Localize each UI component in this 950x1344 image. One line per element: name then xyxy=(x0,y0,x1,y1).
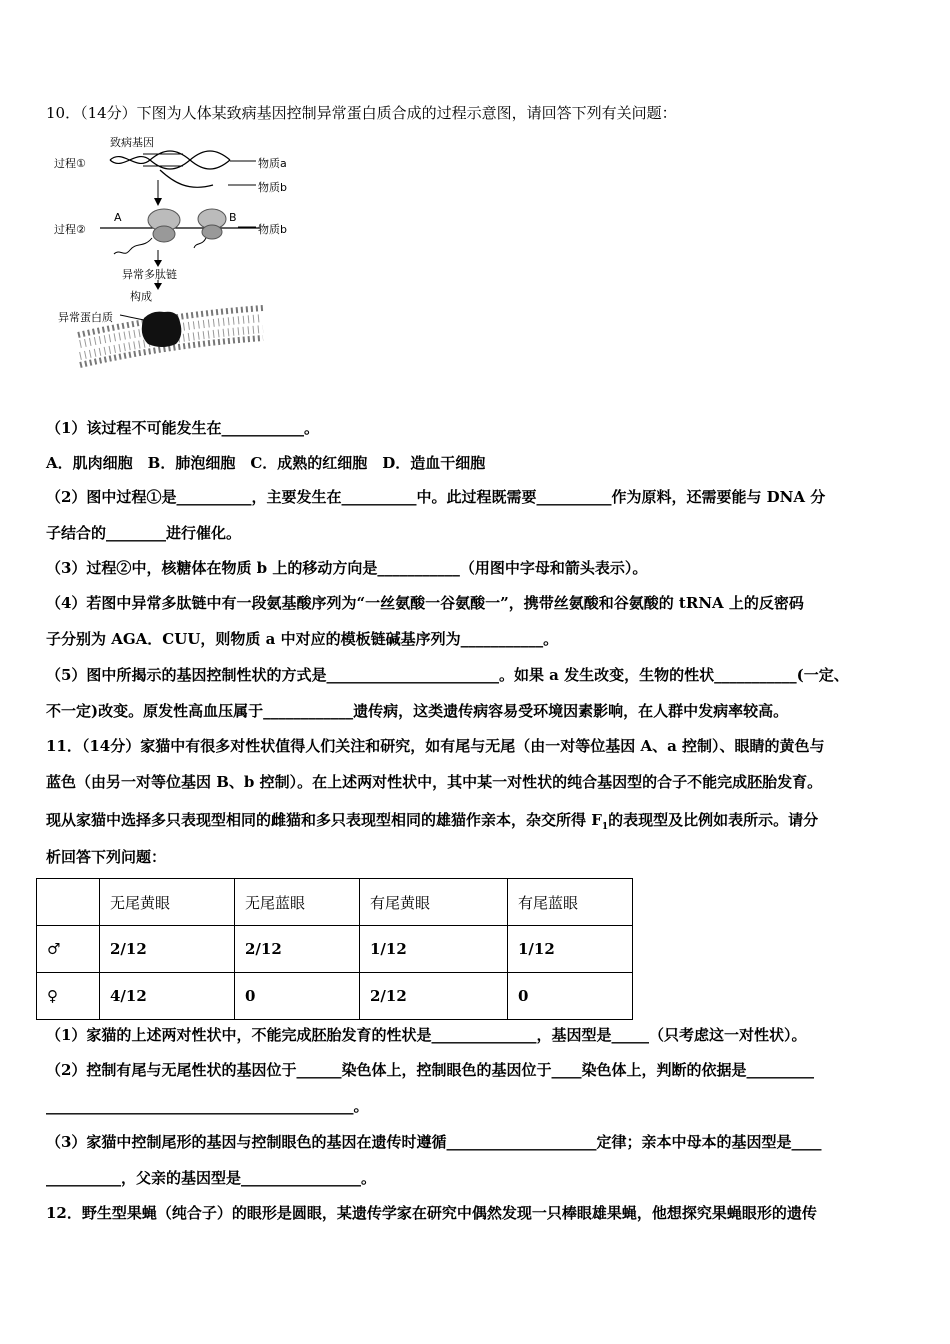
table-row xyxy=(37,926,633,973)
q11-part-1: （1）家猫的上述两对性状中，不能完成胚胎发育的性状是______________，基因型是_____（只考虑这一对性状）。 xyxy=(46,1026,807,1044)
table-header-cell: 无尾蓝眼 xyxy=(235,879,360,926)
pointer-protein xyxy=(120,315,144,320)
q11-line-4: 析回答下列问题： xyxy=(46,848,167,866)
phenotype-table xyxy=(36,878,633,1020)
polypeptide-chain-right xyxy=(194,238,206,248)
label-substance-b-2: 物质b xyxy=(258,223,287,236)
table-header-cell: 无尾黄眼 xyxy=(100,879,235,926)
label-point-b: B xyxy=(229,211,237,224)
label-process-2: 过程② xyxy=(54,223,86,236)
q11-part-2-line-1: （2）控制有尾与无尾性状的基因位于______染色体上，控制眼色的基因位于____染色体上，判断的依据是_________ xyxy=(46,1061,814,1079)
q12-line-1: 12．野生型果蝇（纯合子）的眼形是圆眼，某遗传学家在研究中偶然发现一只棒眼雄果蝇，他想探究果蝇眼形的遗传 xyxy=(46,1204,817,1222)
label-process-1: 过程① xyxy=(54,157,86,170)
table-cell: ♀ xyxy=(37,973,100,1020)
q11-line-3-pre: 现从家猫中选择多只表现型相同的雌猫和多只表现型相同的雄猫作亲本，杂交所得 F xyxy=(46,811,602,829)
label-constitute: 构成 xyxy=(130,290,152,303)
table-cell: 1/12 xyxy=(360,926,508,973)
q11-part-2-line-2: _________________________________________。 xyxy=(46,1097,369,1115)
q10-part-1-options: A．肌肉细胞 B．肺泡细胞 C．成熟的红细胞 D．造血干细胞 xyxy=(46,454,486,472)
abnormal-protein-shape xyxy=(142,312,182,347)
q10-part-5-line-2: 不一定)改变。原发性高血压属于____________遗传病，这类遗传病容易受环境因素影响，在人群中发病率较高。 xyxy=(46,702,789,720)
polypeptide-chain-left xyxy=(114,238,152,254)
f1-subscript: 1 xyxy=(601,822,609,832)
table-cell: 0 xyxy=(508,973,633,1020)
q10-part-4-line-2: 子分别为 AGA．CUU，则物质 a 中对应的模板链碱基序列为___________。 xyxy=(46,630,559,648)
ribosome-right xyxy=(198,209,226,239)
table-header-cell xyxy=(37,879,100,926)
q11-line-1: 11．（14分）家猫中有很多对性状值得人们关注和研究，如有尾与无尾（由一对等位基因 A、a 控制）、眼睛的黄色与 xyxy=(46,737,825,755)
q10-heading: 10．（14分）下图为人体某致病基因控制异常蛋白质合成的过程示意图，请回答下列有关问题： xyxy=(46,104,677,122)
ribosome-left xyxy=(148,209,180,242)
q10-part-1: （1）该过程不可能发生在___________。 xyxy=(46,419,319,437)
label-substance-a: 物质a xyxy=(258,157,287,170)
q10-part-5-line-1: （5）图中所揭示的基因控制性状的方式是_______________________。如果 a 发生改变，生物的性状___________(一定、 xyxy=(46,666,849,684)
table-cell: 2/12 xyxy=(360,973,508,1020)
label-substance-b-1: 物质b xyxy=(258,181,287,194)
q10-part-4-line-1: （4）若图中异常多肽链中有一段氨基酸序列为“一丝氨酸一谷氨酸一”，携带丝氨酸和谷氨酸的 tRNA 上的反密码 xyxy=(46,594,804,612)
label-disease-gene: 致病基因 xyxy=(110,136,154,149)
dna-helix xyxy=(110,151,230,187)
q11-line-3 xyxy=(46,810,818,837)
label-abnormal-protein: 异常蛋白质 xyxy=(58,311,113,324)
q11-line-3-post: 的表现型及比例如表所示。请分 xyxy=(608,811,819,829)
label-point-a: A xyxy=(114,211,122,224)
q10-part-2-line-2: 子结合的________进行催化。 xyxy=(46,524,242,542)
table-cell: ♂ xyxy=(37,926,100,973)
table-cell: 4/12 xyxy=(100,973,235,1020)
q10-part-3: （3）过程②中，核糖体在物质 b 上的移动方向是___________（用图中字母和箭头表示）。 xyxy=(46,559,648,577)
table-cell: 2/12 xyxy=(235,926,360,973)
q11-line-2: 蓝色（由另一对等位基因 B、b 控制）。在上述两对性状中，其中某一对性状的纯合基因型的合子不能完成胚胎发育。 xyxy=(46,773,823,791)
table-header-row xyxy=(37,879,633,926)
arrow-head-3 xyxy=(154,283,162,290)
table-row xyxy=(37,973,633,1020)
q11-part-3-line-1: （3）家猫中控制尾形的基因与控制眼色的基因在遗传时遵循____________________定律；亲本中母本的基因型是____ xyxy=(46,1133,822,1151)
table-cell: 0 xyxy=(235,973,360,1020)
table-cell: 1/12 xyxy=(508,926,633,973)
table-header-cell: 有尾蓝眼 xyxy=(508,879,633,926)
label-abnormal-polypeptide: 异常多肽链 xyxy=(122,268,177,281)
table-cell: 2/12 xyxy=(100,926,235,973)
table-header-cell: 有尾黄眼 xyxy=(360,879,508,926)
q10-part-2-line-1: （2）图中过程①是__________，主要发生在__________中。此过程既需要__________作为原料，还需要能与 DNA 分 xyxy=(46,488,826,506)
q11-part-3-line-2: __________，父亲的基因型是________________。 xyxy=(46,1169,377,1187)
arrow-head-1 xyxy=(154,198,162,206)
